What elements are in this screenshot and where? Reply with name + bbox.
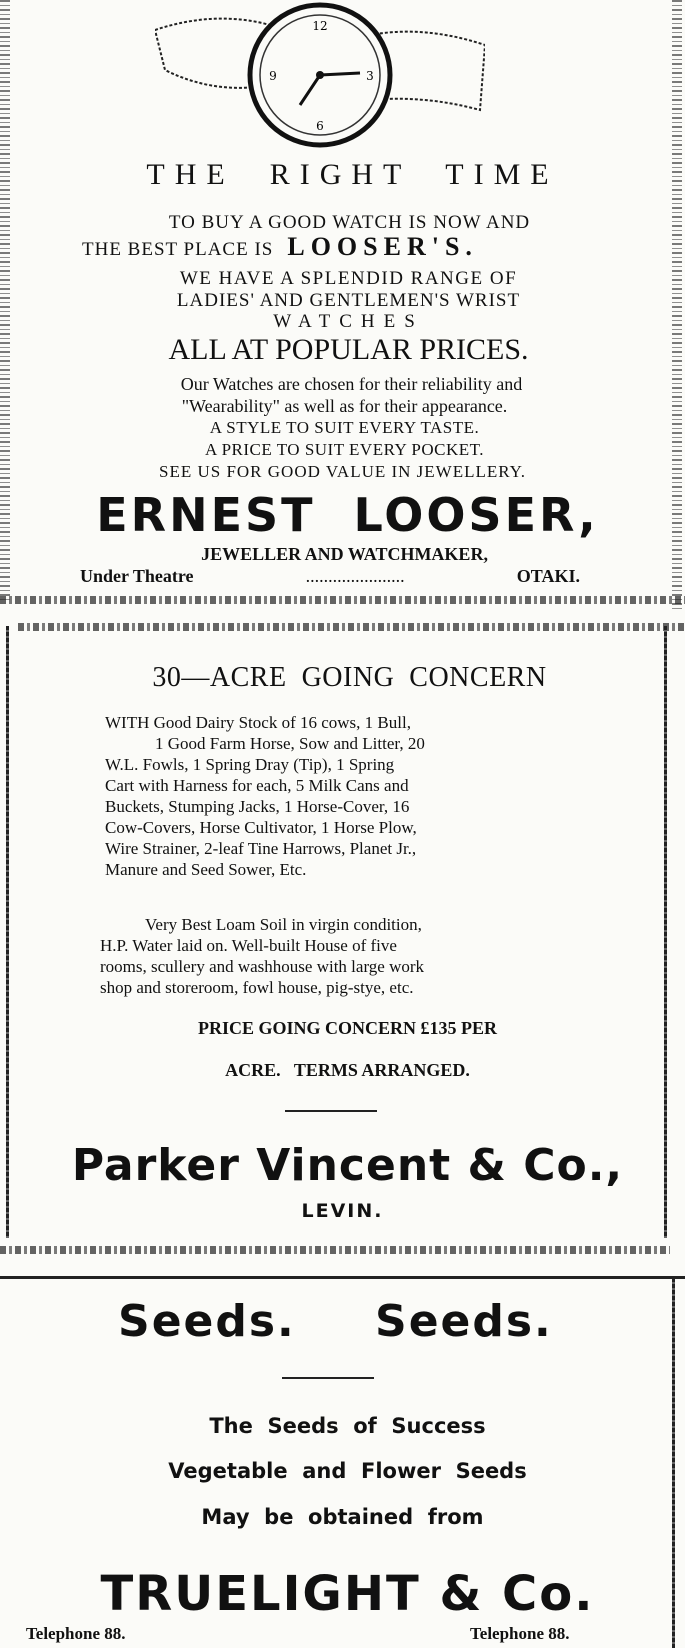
ad3-headline-left: Seeds.: [118, 1296, 296, 1347]
ad2-description: [105, 712, 575, 880]
ad1-line-9: A STYLE TO SUIT EVERY TASTE.: [209, 418, 480, 437]
ad1-address: [80, 566, 580, 587]
ad3-top-border: [0, 1276, 685, 1279]
ad1-line-1: TO BUY A GOOD WATCH IS NOW AND: [168, 212, 531, 233]
ad1-line-2-text: THE BEST PLACE IS: [82, 239, 274, 260]
ad1-line-4: LADIES' AND GENTLEMEN'S WRIST: [176, 290, 521, 311]
ad2-house-line: Very Best Loam Soil in virgin condition,: [145, 915, 422, 934]
ad1-address-dots: ......................: [305, 566, 405, 586]
ad2-desc-line: Buckets, Stumping Jacks, 1 Horse-Cover, 16: [105, 797, 410, 816]
ad2-desc-line: Cow-Covers, Horse Cultivator, 1 Horse Plow,: [105, 818, 417, 837]
ad2-desc-line: 1 Good Farm Horse, Sow and Litter, 20: [155, 734, 425, 753]
ad1-line-2: [82, 232, 478, 262]
ad2-top-border: [18, 623, 685, 631]
ad2-house-line: rooms, scullery and washhouse with large work: [100, 957, 425, 976]
ad2-bottom-border: [0, 1246, 670, 1254]
svg-text:9: 9: [269, 69, 277, 83]
ad2-headline: 30—ACRE GOING CONCERN: [152, 662, 547, 693]
ad3-telephone-right: Telephone 88.: [470, 1624, 570, 1643]
ad2-house-line: H.P. Water laid on. Well-built House of five: [100, 936, 397, 955]
svg-text:12: 12: [312, 19, 328, 33]
ad3-line-1: The Seeds of Success: [209, 1414, 486, 1438]
ad1-bottom-border: [0, 596, 685, 604]
ad1-line-8: "Wearability" as well as for their appearance.: [181, 396, 508, 416]
ad2-firm-name: Parker Vincent & Co.,: [71, 1140, 624, 1191]
ad2-desc-line: W.L. Fowls, 1 Spring Dray (Tip), 1 Spring: [105, 755, 395, 774]
ad2-desc-line: WITH Good Dairy Stock of 16 cows, 1 Bull,: [105, 713, 411, 732]
ad1-trade: JEWELLER AND WATCHMAKER,: [201, 544, 488, 564]
ad3-line-2: Vegetable and Flower Seeds: [168, 1459, 527, 1483]
ad1-line-6: ALL AT POPULAR PRICES.: [168, 333, 529, 366]
ad3-line-3: May be obtained from: [201, 1505, 484, 1529]
ad3-firm-name: TRUELIGHT & Co.: [100, 1566, 595, 1622]
ad1-address-left: Under Theatre: [80, 566, 194, 586]
ad3-divider: [282, 1377, 374, 1379]
ad1-line-5: WATCHES: [273, 311, 424, 332]
ad1-address-right: OTAKI.: [516, 566, 580, 586]
ad1-line-11: SEE US FOR GOOD VALUE IN JEWELLERY.: [159, 462, 526, 481]
ad2-house-line: shop and storeroom, fowl house, pig-stye, etc.: [100, 978, 414, 997]
ad2-town: LEVIN.: [301, 1200, 384, 1222]
ad1-line-7: Our Watches are chosen for their reliability and: [180, 374, 523, 394]
ad2-price-line-1: PRICE GOING CONCERN £135 PER: [197, 1018, 497, 1038]
ad2-desc-line: Cart with Harness for each, 5 Milk Cans and: [105, 776, 409, 795]
svg-text:6: 6: [316, 119, 324, 133]
ad2-desc-line: Wire Strainer, 2-leaf Tine Harrows, Planet Jr.,: [105, 839, 417, 858]
ad2-house-description: [100, 914, 575, 998]
looser-name: LOOSER'S.: [287, 232, 478, 261]
ad1-line-3: WE HAVE A SPLENDID RANGE OF: [179, 268, 518, 289]
ad1-headline: THE RIGHT TIME: [146, 158, 559, 191]
ad1-business-name: ERNEST LOOSER,: [96, 488, 599, 542]
ad1-line-10: A PRICE TO SUIT EVERY POCKET.: [205, 440, 484, 459]
ad2-desc-line: Manure and Seed Sower, Etc.: [105, 860, 307, 879]
ad2-divider: [285, 1110, 377, 1112]
ad3-telephone-left: Telephone 88.: [26, 1624, 126, 1643]
ad3-headline-right: Seeds.: [375, 1296, 553, 1347]
wristwatch-illustration: [155, 0, 485, 160]
svg-text:3: 3: [366, 69, 374, 83]
ad2-price-line-2: ACRE. TERMS ARRANGED.: [225, 1060, 470, 1080]
